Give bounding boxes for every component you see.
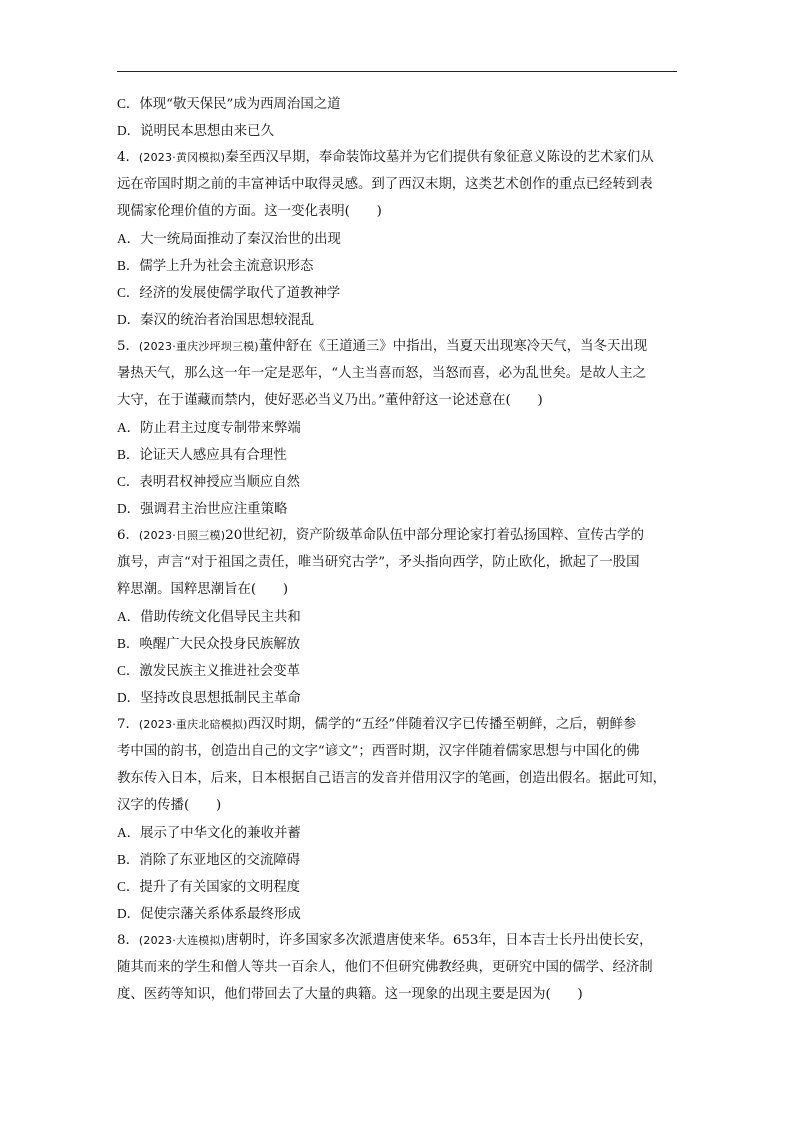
question-7: 7．(2023·重庆北碚模拟)西汉时期，儒学的“五经”伴随着汉字已传播至朝鲜，之后，朝鲜参 考中国的韵书，创造出自己的文字“谚文”；西晋时期，汉字伴随着儒家思想与中国化的佛 教东传入日本，后来，日本根据自己语言的发音并借用汉字的笔画，创造出假名。据此可知， 汉字的传播( ) (117, 717, 667, 813)
option-a: A．展示了中华文化的兼收并蓄 (117, 825, 301, 841)
option-c: C．表明君权神授应当顺应自然 (117, 474, 301, 490)
option-b: B．消除了东亚地区的交流障碍 (117, 852, 301, 868)
option-c: C．激发民族主义推进社会变革 (117, 663, 301, 679)
option-d: D．秦汉的统治者治国思想较混乱 (117, 312, 315, 328)
option-a: A．大一统局面推动了秦汉治世的出现 (117, 231, 341, 247)
option-c: C．提升了有关国家的文明程度 (117, 879, 301, 895)
option-d: D．促使宗藩关系体系最终形成 (117, 906, 301, 922)
question-number: 4． (117, 150, 139, 165)
option-b: B．儒学上升为社会主流意识形态 (117, 258, 314, 274)
question-source: (2023·大连模拟) (138, 934, 226, 947)
option-c: C．经济的发展使儒学取代了道教神学 (117, 285, 341, 301)
question-number: 8． (117, 933, 139, 948)
option-a: A．借助传统文化倡导民主共和 (117, 609, 301, 625)
option-d: D．说明民本思想由来已久 (117, 123, 274, 139)
header-rule (117, 71, 677, 72)
option-b: B．论证天人感应具有合理性 (117, 447, 287, 463)
question-source: (2023·黄冈模拟) (138, 151, 226, 164)
question-number: 6． (117, 528, 139, 543)
question-4: 4．(2023·黄冈模拟)秦至西汉早期，奉命装饰坟墓并为它们提供有象征意义陈设的艺术家们从 远在帝国时期之前的丰富神话中取得灵感。到了西汉末期，这类艺术创作的重点已经转到表 现儒家伦理价值的方面。这一变化表明( ) (117, 150, 654, 219)
option-b: B．唤醒广大民众投身民族解放 (117, 636, 301, 652)
question-number: 5． (117, 339, 139, 354)
question-5: 5．(2023·重庆沙坪坝三模)董仲舒在《王道通三》中指出，当夏天出现寒冷天气，当冬天出现 暑热天气，那么这一年一定是恶年，“人主当喜而怒，当怒而喜，必为乱世矣。是故人主之 大守，在于谨藏而禁内，使好恶必当义乃出。”董仲舒这一论述意在( ) (117, 339, 648, 408)
option-a: A．防止君主过度专制带来弊端 (117, 420, 301, 436)
question-8: 8．(2023·大连模拟)唐朝时，许多国家多次派遣唐使来华。653年，日本吉士长丹出使长安， 随其而来的学生和僧人等共一百余人，他们不但研究佛教经典，更研究中国的儒学、经济制 度、医药等知识，他们带回去了大量的典籍。这一现象的出现主要是因为( ) (117, 933, 653, 1002)
question-number: 7． (117, 717, 139, 732)
option-d: D．强调君主治世应注重策略 (117, 501, 288, 517)
option-c: C．体现“敬天保民”成为西周治国之道 (117, 96, 341, 112)
question-source: (2023·重庆北碚模拟) (138, 718, 248, 731)
question-6: 6．(2023·日照三模)20世纪初，资产阶级革命队伍中部分理论家打着弘扬国粹、宣传古学的 旗号，声言“对于祖国之责任，唯当研究古学”，矛头指向西学，防止欧化，掀起了一股国 粹思潮。国粹思潮旨在( ) (117, 528, 644, 597)
question-source: (2023·日照三模) (138, 529, 226, 542)
page-body (117, 90, 679, 1008)
option-d: D．坚持改良思想抵制民主革命 (117, 690, 301, 706)
question-source: (2023·重庆沙坪坝三模) (138, 340, 259, 353)
